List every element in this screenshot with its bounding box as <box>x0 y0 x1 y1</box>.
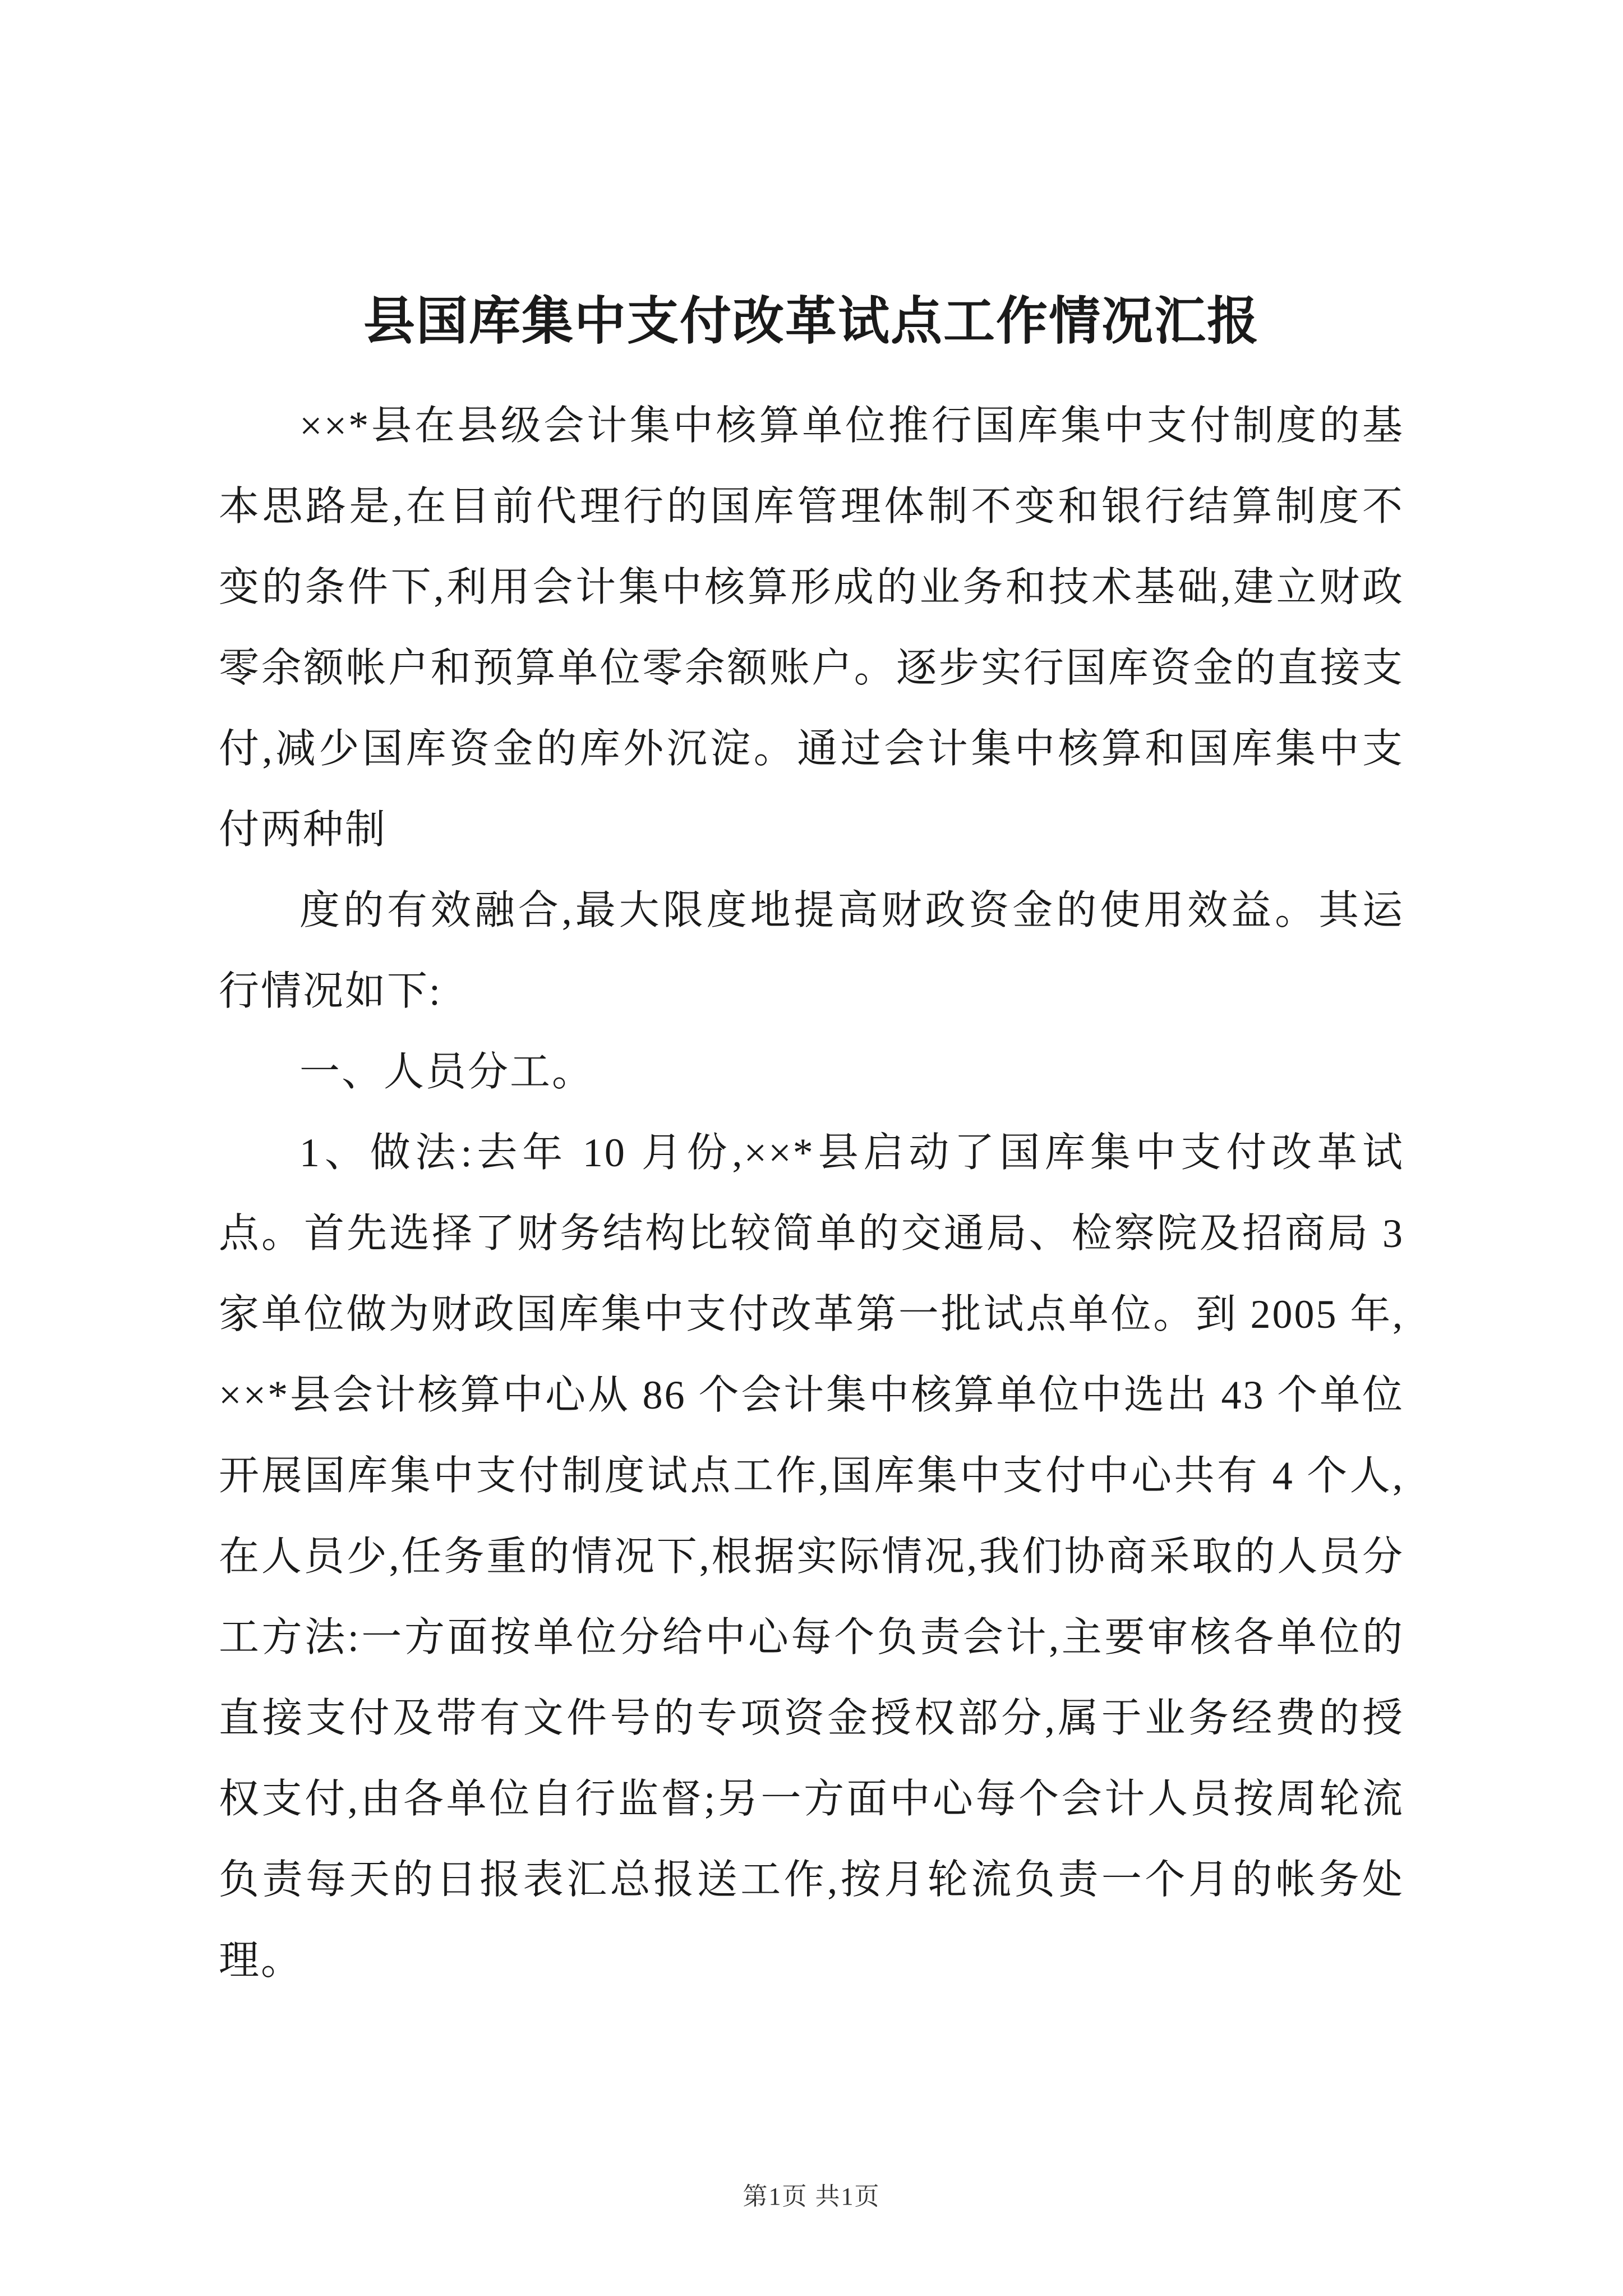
document-title: 县国库集中支付改革试点工作情况汇报 <box>363 293 1260 350</box>
paragraph: 度的有效融合,最大限度地提高财政资金的使用效益。其运行情况如下: <box>219 888 1404 1014</box>
paragraph: ××*县在县级会计集中核算单位推行国库集中支付制度的基本思路是,在目前代理行的国库管理体制不变和银行结算制度不变的条件下,利用会计集中核算形成的业务和技术基础,建立财政零余额帐户和预算单位零余额账户。逐步实行国库资金的直接支付,减少国库资金的库外沉淀。通过会计集中核算和国库集中支付两种制 <box>219 403 1404 853</box>
paragraph: 1、做法:去年 10 月份,××*县启动了国库集中支付改革试点。首先选择了财务结构比较简单的交通局、检察院及招商局 3 家单位做为财政国库集中支付改革第一批试点单位。到 2005 年,××*县会计核算中心从 86 个会计集中核算单位中选出 43 个单位开展国库集中支付制度试点工作,国库集中支付中心共有 4 个人,在人员少,任务重的情况下,根据实际情况,我们协商采取的人员分工方法:一方面按单位分给中心每个负责会计,主要审核各单位的直接支付及带有文件号的专项资金授权部分,属于业务经费的授权支付,由各单位自行监督;另一方面中心每个会计人员按周轮流负责每天的日报表汇总报送工作,按月轮流负责一个月的帐务处理。 <box>219 1130 1404 1984</box>
document-body <box>219 385 1404 2001</box>
paragraph: 一、人员分工。 <box>299 1050 594 1095</box>
page-footer: 第1页 共1页 <box>743 2183 880 2210</box>
